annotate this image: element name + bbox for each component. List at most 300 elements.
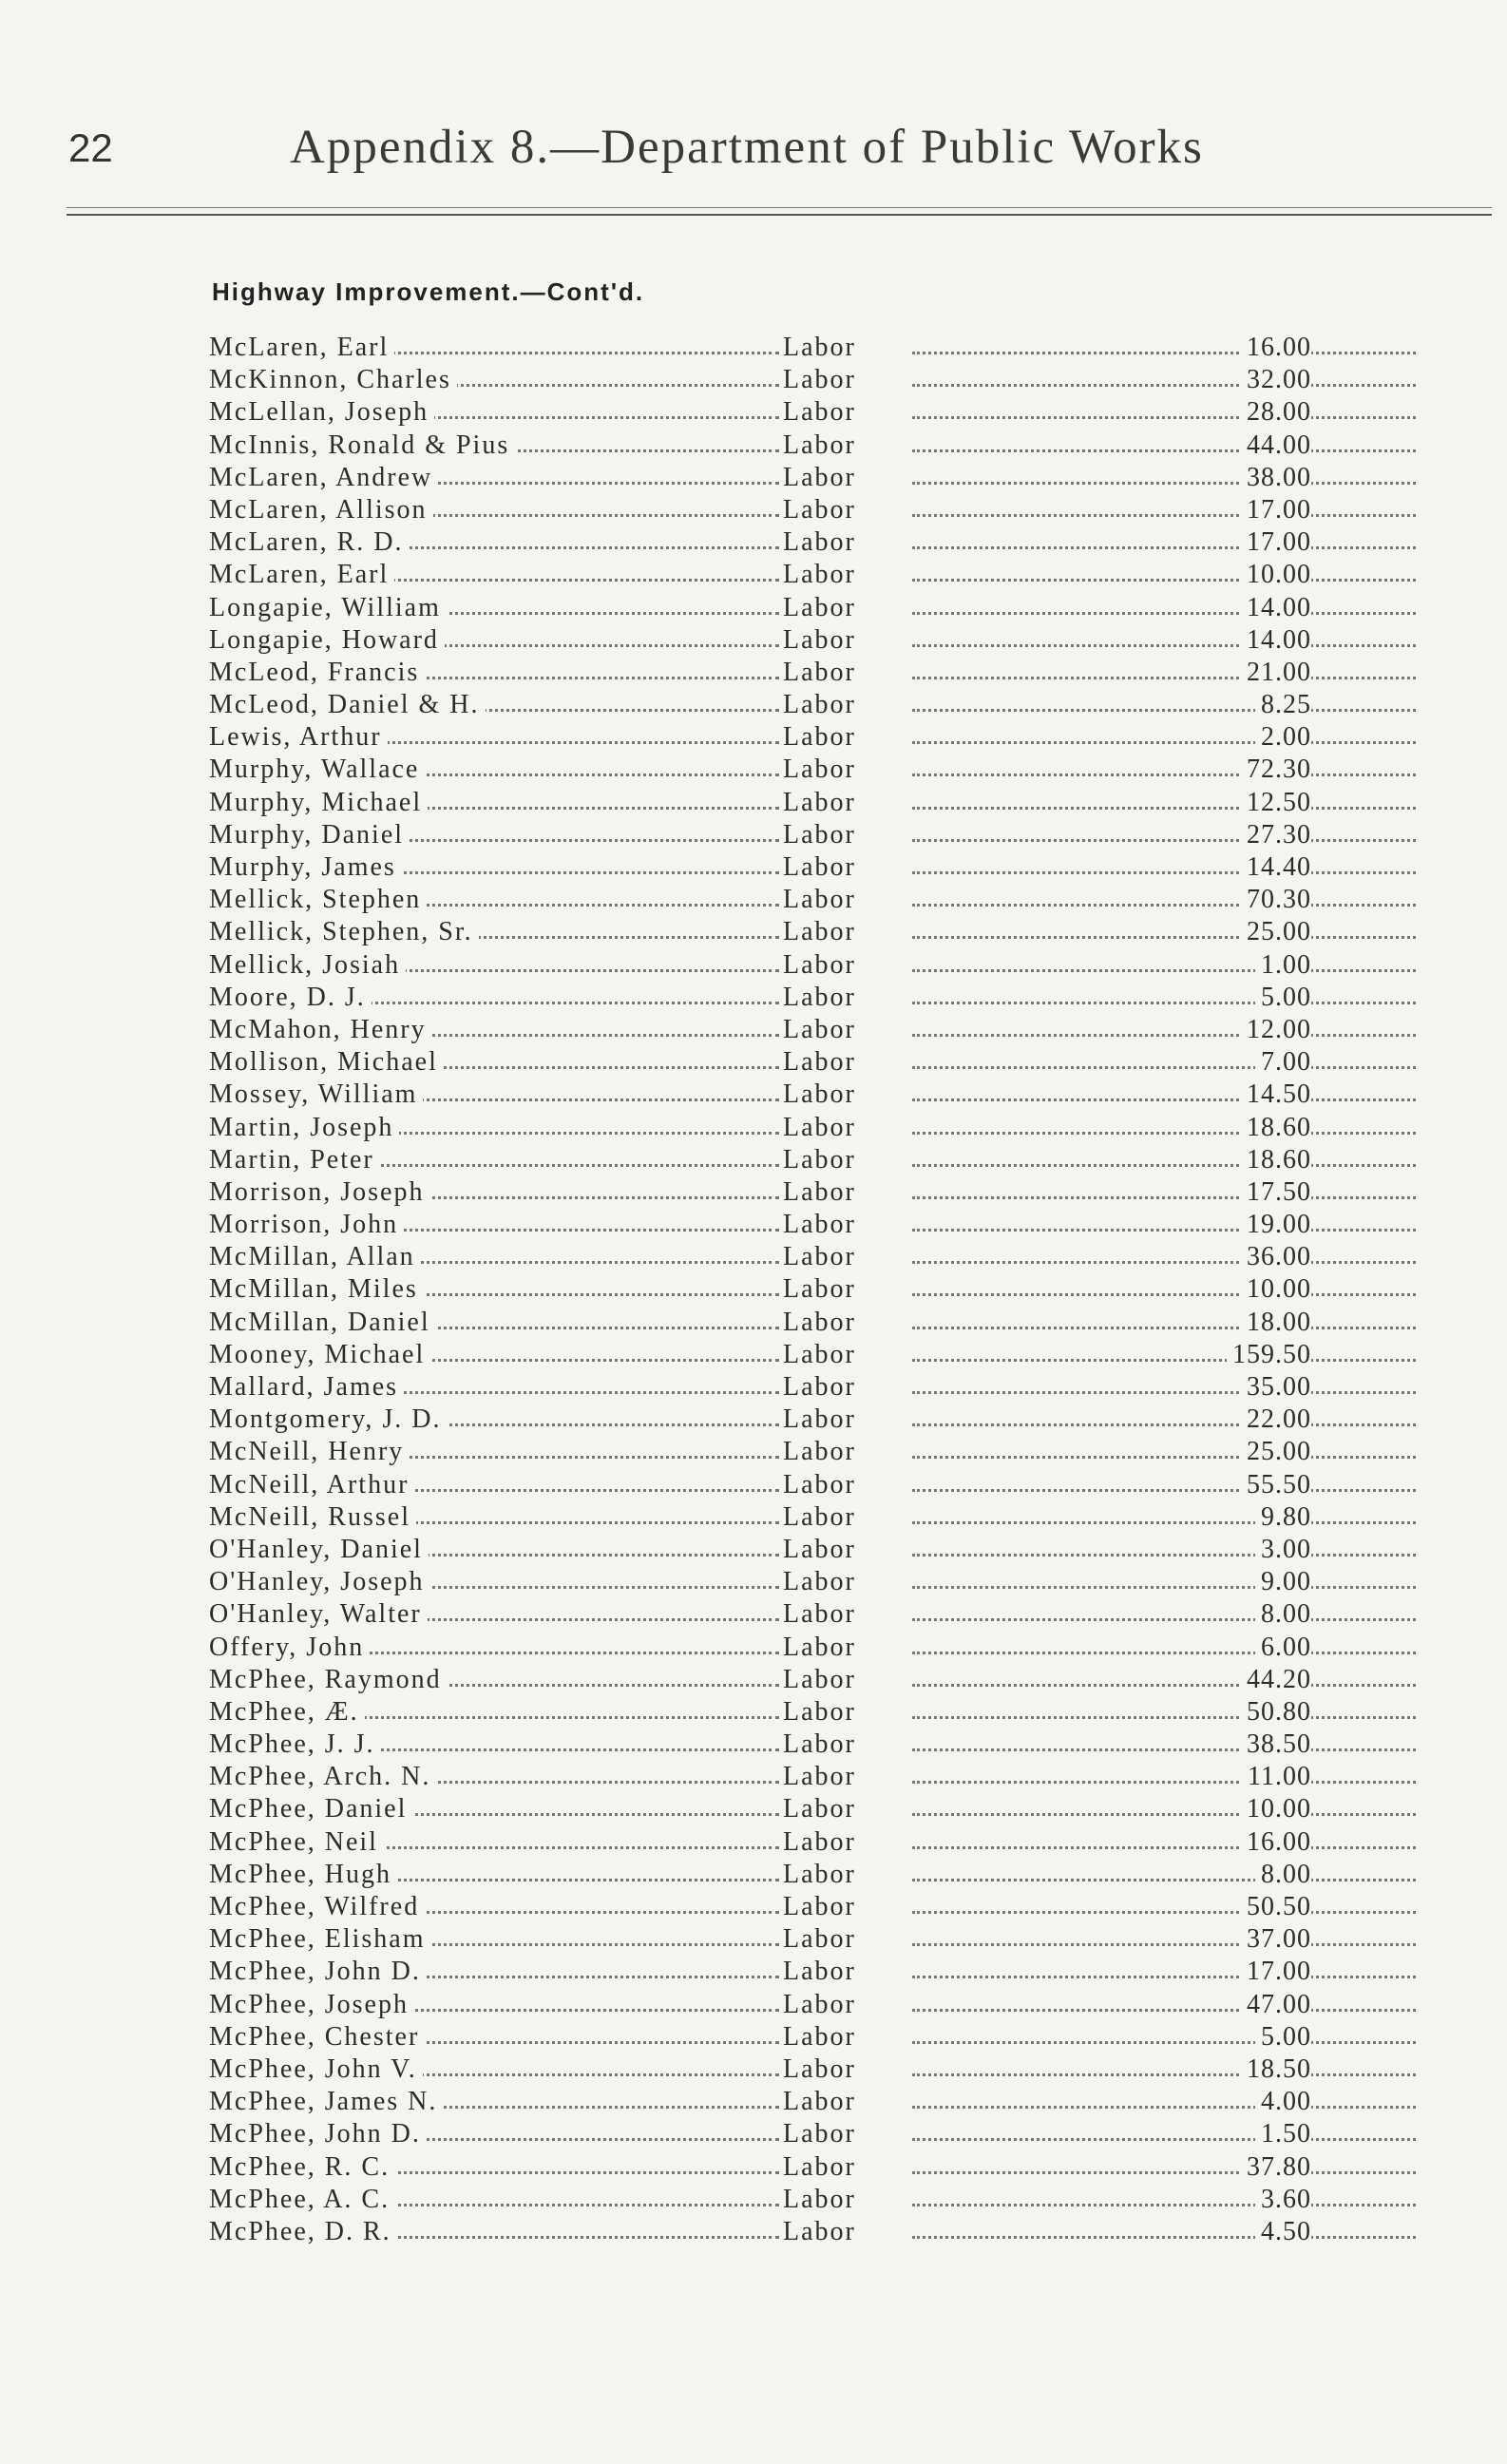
entry-name: McKinnon, Charles xyxy=(209,364,457,396)
list-item xyxy=(209,1566,1311,1598)
entry-name: McLaren, Earl xyxy=(209,559,394,591)
dot-leader xyxy=(912,612,1416,615)
entry-name: McMillan, Miles xyxy=(209,1273,424,1306)
entry-amount: 17.00 xyxy=(1241,494,1311,526)
list-item xyxy=(209,1209,1311,1241)
section-heading: Highway Improvement.—Cont'd. xyxy=(212,277,645,306)
list-item xyxy=(209,2151,1311,2184)
payment-list xyxy=(209,332,1311,2248)
list-item xyxy=(209,1891,1311,1923)
entry-amount: 35.00 xyxy=(1241,1371,1311,1404)
list-item xyxy=(209,2021,1311,2053)
list-item xyxy=(209,1436,1311,1468)
entry-occupation: Labor xyxy=(783,1696,862,1729)
list-item xyxy=(209,657,1311,689)
entry-name: McPhee, Joseph xyxy=(209,1989,414,2021)
dot-leader xyxy=(912,1132,1416,1135)
dot-leader xyxy=(912,1002,1416,1004)
entry-amount: 28.00 xyxy=(1241,396,1311,429)
entry-amount: 14.00 xyxy=(1241,592,1311,624)
dot-leader xyxy=(912,1066,1416,1069)
entry-amount: 18.50 xyxy=(1241,2053,1311,2086)
dot-leader xyxy=(912,384,1416,387)
entry-amount: 17.00 xyxy=(1241,526,1311,559)
entry-amount: 6.00 xyxy=(1255,1632,1311,1664)
list-item xyxy=(209,1404,1311,1436)
entry-occupation: Labor xyxy=(783,462,862,494)
list-item xyxy=(209,1273,1311,1306)
entry-amount: 7.00 xyxy=(1255,1046,1311,1079)
entry-amount: 8.25 xyxy=(1255,689,1311,721)
dot-leader xyxy=(912,1586,1416,1589)
entry-name: McLaren, R. D. xyxy=(209,526,410,559)
entry-amount: 9.00 xyxy=(1255,1566,1311,1598)
entry-name: McMahon, Henry xyxy=(209,1014,432,1046)
entry-occupation: Labor xyxy=(783,2021,862,2053)
running-title: Appendix 8.—Department of Public Works xyxy=(290,121,1204,174)
entry-amount: 8.00 xyxy=(1255,1598,1311,1631)
list-item xyxy=(209,819,1311,851)
list-item xyxy=(209,1761,1311,1793)
entry-occupation: Labor xyxy=(783,1793,862,1825)
dot-leader xyxy=(912,1164,1416,1167)
entry-amount: 159.50 xyxy=(1227,1339,1311,1371)
entry-occupation: Labor xyxy=(783,559,862,591)
entry-name: McPhee, Arch. N. xyxy=(209,1761,436,1793)
entry-amount: 38.00 xyxy=(1241,462,1311,494)
dot-leader xyxy=(912,1229,1416,1232)
dot-leader xyxy=(912,2009,1416,2012)
dot-leader xyxy=(912,1554,1416,1557)
entry-name: McPhee, Neil xyxy=(209,1826,384,1859)
entry-name: O'Hanley, Joseph xyxy=(209,1566,430,1598)
list-item xyxy=(209,754,1311,786)
entry-amount: 17.00 xyxy=(1241,1956,1311,1988)
entry-amount: 3.00 xyxy=(1255,1534,1311,1566)
entry-occupation: Labor xyxy=(783,332,862,364)
dot-leader xyxy=(912,2236,1416,2239)
entry-amount: 11.00 xyxy=(1242,1761,1311,1793)
dot-leader xyxy=(912,1943,1416,1946)
entry-occupation: Labor xyxy=(783,721,862,754)
entry-amount: 16.00 xyxy=(1241,1826,1311,1859)
entry-occupation: Labor xyxy=(783,1404,862,1436)
entry-occupation: Labor xyxy=(783,1632,862,1664)
entry-name: McLaren, Allison xyxy=(209,494,433,526)
dot-leader xyxy=(912,904,1416,907)
dot-leader xyxy=(912,709,1416,712)
entry-occupation: Labor xyxy=(783,526,862,559)
dot-leader xyxy=(912,1423,1416,1426)
entry-name: McPhee, John D. xyxy=(209,2118,427,2150)
dot-leader xyxy=(912,1911,1416,1914)
entry-name: Longapie, Howard xyxy=(209,624,445,657)
dot-leader xyxy=(912,2106,1416,2109)
entry-occupation: Labor xyxy=(783,884,862,916)
entry-amount: 1.00 xyxy=(1255,949,1311,982)
page-header xyxy=(68,112,1507,188)
entry-occupation: Labor xyxy=(783,1534,862,1566)
entry-amount: 12.50 xyxy=(1241,787,1311,819)
list-item xyxy=(209,592,1311,624)
list-item xyxy=(209,1534,1311,1566)
entry-name: McInnis, Ronald & Pius xyxy=(209,430,515,462)
entry-amount: 18.00 xyxy=(1241,1307,1311,1339)
entry-name: McPhee, Raymond xyxy=(209,1664,448,1696)
entry-name: Montgomery, J. D. xyxy=(209,1404,448,1436)
entry-occupation: Labor xyxy=(783,754,862,786)
dot-leader xyxy=(912,1748,1416,1751)
entry-occupation: Labor xyxy=(783,1826,862,1859)
list-item xyxy=(209,1859,1311,1891)
dot-leader xyxy=(912,2171,1416,2174)
entry-occupation: Labor xyxy=(783,657,862,689)
entry-name: Murphy, James xyxy=(209,851,402,884)
header-rule-thick xyxy=(67,214,1492,216)
header-rule-thin xyxy=(67,207,1492,208)
entry-occupation: Labor xyxy=(783,1144,862,1176)
list-item xyxy=(209,1469,1311,1501)
list-item xyxy=(209,1501,1311,1534)
dot-leader xyxy=(912,546,1416,549)
entry-amount: 17.50 xyxy=(1241,1176,1311,1209)
dot-leader xyxy=(912,2204,1416,2206)
entry-amount: 8.00 xyxy=(1255,1859,1311,1891)
dot-leader xyxy=(912,839,1416,842)
dot-leader xyxy=(912,936,1416,939)
dot-leader xyxy=(912,1879,1416,1881)
list-item xyxy=(209,1371,1311,1404)
entry-occupation: Labor xyxy=(783,624,862,657)
entry-amount: 55.50 xyxy=(1241,1469,1311,1501)
entry-name: McPhee, Wilfred xyxy=(209,1891,425,1923)
dot-leader xyxy=(912,644,1416,647)
dot-leader xyxy=(912,1261,1416,1264)
entry-amount: 14.50 xyxy=(1241,1079,1311,1111)
entry-occupation: Labor xyxy=(783,851,862,884)
list-item xyxy=(209,1339,1311,1371)
entry-amount: 10.00 xyxy=(1241,559,1311,591)
list-item xyxy=(209,884,1311,916)
entry-amount: 10.00 xyxy=(1241,1793,1311,1825)
entry-name: Mellick, Josiah xyxy=(209,949,406,982)
entry-occupation: Labor xyxy=(783,982,862,1014)
list-item xyxy=(209,526,1311,559)
dot-leader xyxy=(912,2073,1416,2076)
dot-leader xyxy=(912,1976,1416,1978)
entry-name: McLaren, Andrew xyxy=(209,462,438,494)
entry-amount: 5.00 xyxy=(1255,982,1311,1014)
entry-amount: 37.80 xyxy=(1241,2151,1311,2184)
entry-occupation: Labor xyxy=(783,916,862,948)
list-item xyxy=(209,624,1311,657)
entry-occupation: Labor xyxy=(783,689,862,721)
entry-occupation: Labor xyxy=(783,2118,862,2150)
dot-leader xyxy=(912,1293,1416,1296)
entry-amount: 22.00 xyxy=(1241,1404,1311,1436)
list-item xyxy=(209,1664,1311,1696)
entry-occupation: Labor xyxy=(783,949,862,982)
entry-occupation: Labor xyxy=(783,1436,862,1468)
list-item xyxy=(209,559,1311,591)
entry-amount: 1.50 xyxy=(1255,2118,1311,2150)
list-item xyxy=(209,721,1311,754)
entry-name: Mossey, William xyxy=(209,1079,423,1111)
entry-amount: 50.80 xyxy=(1241,1696,1311,1729)
entry-occupation: Labor xyxy=(783,1079,862,1111)
entry-amount: 21.00 xyxy=(1241,657,1311,689)
dot-leader xyxy=(912,774,1416,776)
list-item xyxy=(209,2053,1311,2086)
entry-name: McLeod, Francis xyxy=(209,657,425,689)
dot-leader xyxy=(912,1716,1416,1719)
list-item xyxy=(209,1307,1311,1339)
entry-amount: 14.40 xyxy=(1241,851,1311,884)
entry-occupation: Labor xyxy=(783,819,862,851)
entry-amount: 18.60 xyxy=(1241,1144,1311,1176)
entry-name: McPhee, A. C. xyxy=(209,2184,395,2216)
entry-name: Murphy, Wallace xyxy=(209,754,425,786)
entry-amount: 18.60 xyxy=(1241,1112,1311,1144)
entry-occupation: Labor xyxy=(783,1859,862,1891)
dot-leader xyxy=(912,1489,1416,1492)
list-item xyxy=(209,1079,1311,1111)
entry-amount: 4.50 xyxy=(1255,2216,1311,2248)
entry-name: McPhee, John V. xyxy=(209,2053,423,2086)
entry-amount: 19.00 xyxy=(1241,1209,1311,1241)
dot-leader xyxy=(912,1781,1416,1784)
dot-leader xyxy=(912,482,1416,485)
list-item xyxy=(209,462,1311,494)
entry-amount: 2.00 xyxy=(1255,721,1311,754)
entry-name: McNeill, Henry xyxy=(209,1436,410,1468)
dot-leader xyxy=(912,1327,1416,1329)
entry-name: McMillan, Daniel xyxy=(209,1307,436,1339)
list-item xyxy=(209,396,1311,429)
entry-name: McNeill, Russel xyxy=(209,1501,416,1534)
list-item xyxy=(209,689,1311,721)
entry-occupation: Labor xyxy=(783,1956,862,1988)
list-item xyxy=(209,494,1311,526)
entry-amount: 5.00 xyxy=(1255,2021,1311,2053)
dot-leader xyxy=(912,1456,1416,1459)
entry-name: McLaren, Earl xyxy=(209,332,394,364)
entry-amount: 4.00 xyxy=(1255,2086,1311,2118)
entry-amount: 36.00 xyxy=(1241,1241,1311,1273)
page-number: 22 xyxy=(68,125,113,170)
entry-name: McPhee, James N. xyxy=(209,2086,443,2118)
list-item xyxy=(209,2086,1311,2118)
list-item xyxy=(209,1729,1311,1761)
entry-name: Mellick, Stephen xyxy=(209,884,427,916)
entry-occupation: Labor xyxy=(783,2086,862,2118)
dot-leader xyxy=(912,2041,1416,2044)
list-item xyxy=(209,1826,1311,1859)
dot-leader xyxy=(912,1196,1416,1199)
entry-amount: 25.00 xyxy=(1241,916,1311,948)
list-item xyxy=(209,1696,1311,1729)
entry-name: McPhee, Chester xyxy=(209,2021,425,2053)
entry-amount: 44.00 xyxy=(1241,430,1311,462)
entry-name: Mellick, Stephen, Sr. xyxy=(209,916,479,948)
entry-amount: 3.60 xyxy=(1255,2184,1311,2216)
entry-occupation: Labor xyxy=(783,1598,862,1631)
entry-occupation: Labor xyxy=(783,1273,862,1306)
entry-occupation: Labor xyxy=(783,1469,862,1501)
list-item xyxy=(209,2184,1311,2216)
entry-name: McPhee, R. C. xyxy=(209,2151,395,2184)
entry-name: McNeill, Arthur xyxy=(209,1469,414,1501)
entry-name: Martin, Joseph xyxy=(209,1112,399,1144)
entry-occupation: Labor xyxy=(783,430,862,462)
entry-amount: 25.00 xyxy=(1241,1436,1311,1468)
entry-name: Mooney, Michael xyxy=(209,1339,430,1371)
list-item xyxy=(209,1014,1311,1046)
entry-amount: 50.50 xyxy=(1241,1891,1311,1923)
entry-name: Morrison, Joseph xyxy=(209,1176,429,1209)
dot-leader xyxy=(912,514,1416,517)
entry-amount: 44.20 xyxy=(1241,1664,1311,1696)
entry-name: Moore, D. J. xyxy=(209,982,372,1014)
entry-name: McPhee, J. J. xyxy=(209,1729,381,1761)
entry-occupation: Labor xyxy=(783,2216,862,2248)
entry-amount: 12.00 xyxy=(1241,1014,1311,1046)
entry-name: McLeod, Daniel & H. xyxy=(209,689,486,721)
list-item xyxy=(209,916,1311,948)
entry-name: McPhee, John D. xyxy=(209,1956,427,1988)
list-item xyxy=(209,332,1311,364)
dot-leader xyxy=(912,449,1416,452)
entry-occupation: Labor xyxy=(783,1014,862,1046)
entry-occupation: Labor xyxy=(783,364,862,396)
entry-occupation: Labor xyxy=(783,2151,862,2184)
entry-amount: 27.30 xyxy=(1241,819,1311,851)
entry-name: McPhee, Daniel xyxy=(209,1793,412,1825)
entry-amount: 10.00 xyxy=(1241,1273,1311,1306)
entry-occupation: Labor xyxy=(783,1371,862,1404)
entry-name: McMillan, Allan xyxy=(209,1241,421,1273)
entry-occupation: Labor xyxy=(783,1501,862,1534)
entry-occupation: Labor xyxy=(783,592,862,624)
entry-occupation: Labor xyxy=(783,787,862,819)
entry-occupation: Labor xyxy=(783,494,862,526)
entry-name: O'Hanley, Walter xyxy=(209,1598,428,1631)
dot-leader xyxy=(912,807,1416,810)
dot-leader xyxy=(912,1098,1416,1101)
list-item xyxy=(209,949,1311,982)
entry-occupation: Labor xyxy=(783,1307,862,1339)
list-item xyxy=(209,1046,1311,1079)
list-item xyxy=(209,364,1311,396)
entry-name: Murphy, Michael xyxy=(209,787,428,819)
entry-name: Martin, Peter xyxy=(209,1144,380,1176)
list-item xyxy=(209,1598,1311,1631)
entry-amount: 16.00 xyxy=(1241,332,1311,364)
entry-occupation: Labor xyxy=(783,1923,862,1956)
entry-name: Mollison, Michael xyxy=(209,1046,444,1079)
list-item xyxy=(209,1176,1311,1209)
list-item xyxy=(209,1241,1311,1273)
entry-amount: 38.50 xyxy=(1241,1729,1311,1761)
dot-leader xyxy=(912,1652,1416,1654)
entry-occupation: Labor xyxy=(783,2184,862,2216)
entry-name: McPhee, Æ. xyxy=(209,1696,365,1729)
list-item xyxy=(209,2118,1311,2150)
entry-name: Offery, John xyxy=(209,1632,370,1664)
dot-leader xyxy=(912,1813,1416,1816)
list-item xyxy=(209,430,1311,462)
entry-occupation: Labor xyxy=(783,1761,862,1793)
entry-name: Mallard, James xyxy=(209,1371,404,1404)
dot-leader xyxy=(912,1391,1416,1394)
entry-occupation: Labor xyxy=(783,1046,862,1079)
list-item xyxy=(209,1112,1311,1144)
entry-name: McPhee, Hugh xyxy=(209,1859,397,1891)
entry-name: Murphy, Daniel xyxy=(209,819,410,851)
entry-amount: 37.00 xyxy=(1241,1923,1311,1956)
entry-amount: 32.00 xyxy=(1241,364,1311,396)
entry-amount: 47.00 xyxy=(1241,1989,1311,2021)
entry-name: O'Hanley, Daniel xyxy=(209,1534,429,1566)
entry-occupation: Labor xyxy=(783,2053,862,2086)
entry-occupation: Labor xyxy=(783,1339,862,1371)
dot-leader xyxy=(912,677,1416,679)
entry-amount: 72.30 xyxy=(1241,754,1311,786)
entry-name: McPhee, Elisham xyxy=(209,1923,431,1956)
list-item xyxy=(209,1632,1311,1664)
list-item xyxy=(209,1956,1311,1988)
dot-leader xyxy=(912,1846,1416,1849)
entry-occupation: Labor xyxy=(783,1241,862,1273)
entry-occupation: Labor xyxy=(783,1664,862,1696)
entry-occupation: Labor xyxy=(783,396,862,429)
dot-leader xyxy=(912,1359,1416,1362)
list-item xyxy=(209,982,1311,1014)
list-item xyxy=(209,1793,1311,1825)
entry-occupation: Labor xyxy=(783,1112,862,1144)
list-item xyxy=(209,1144,1311,1176)
entry-occupation: Labor xyxy=(783,1891,862,1923)
dot-leader xyxy=(912,1684,1416,1687)
entry-occupation: Labor xyxy=(783,1989,862,2021)
entry-occupation: Labor xyxy=(783,1566,862,1598)
entry-name: Morrison, John xyxy=(209,1209,404,1241)
entry-amount: 9.80 xyxy=(1255,1501,1311,1534)
entry-occupation: Labor xyxy=(783,1176,862,1209)
entry-name: Longapie, William xyxy=(209,592,447,624)
list-item xyxy=(209,851,1311,884)
dot-leader xyxy=(912,741,1416,744)
dot-leader xyxy=(912,352,1416,354)
list-item xyxy=(209,1923,1311,1956)
entry-name: Lewis, Arthur xyxy=(209,721,388,754)
dot-leader xyxy=(912,416,1416,419)
entry-amount: 70.30 xyxy=(1241,884,1311,916)
dot-leader xyxy=(912,969,1416,972)
list-item xyxy=(209,787,1311,819)
entry-name: McLellan, Joseph xyxy=(209,396,434,429)
dot-leader xyxy=(912,1521,1416,1524)
dot-leader xyxy=(912,2138,1416,2141)
dot-leader xyxy=(912,579,1416,582)
dot-leader xyxy=(912,871,1416,874)
entry-amount: 14.00 xyxy=(1241,624,1311,657)
dot-leader xyxy=(912,1034,1416,1037)
entry-occupation: Labor xyxy=(783,1209,862,1241)
dot-leader xyxy=(912,1618,1416,1621)
entry-name: McPhee, D. R. xyxy=(209,2216,397,2248)
list-item xyxy=(209,2216,1311,2248)
